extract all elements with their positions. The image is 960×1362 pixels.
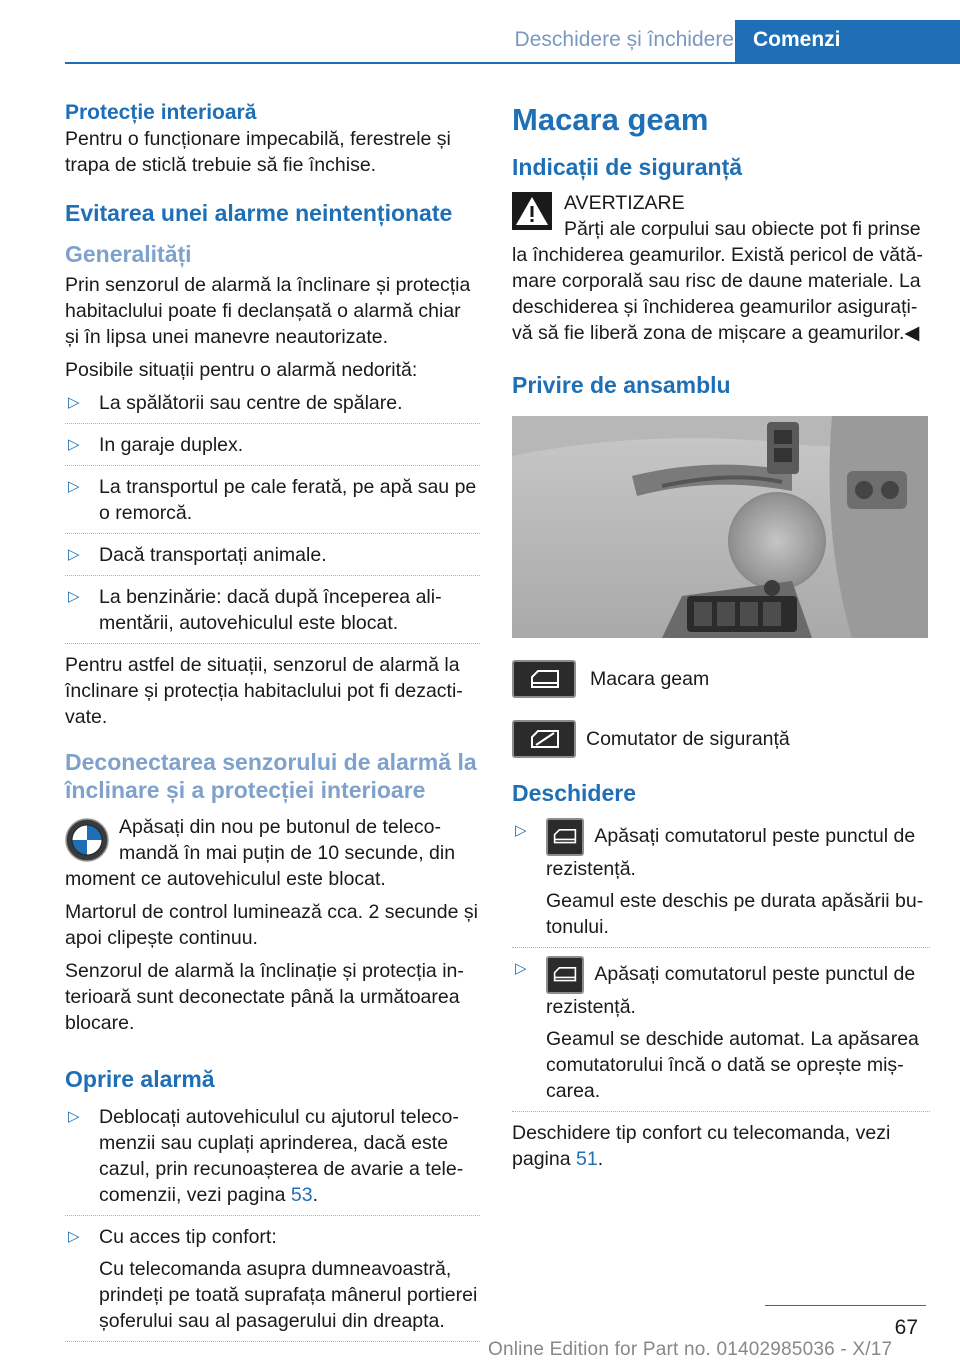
paragraph: Pentru o funcționare impecabilă, ferestrele și trapa de sticlă trebuie să fie închise. <box>65 128 451 176</box>
list-item: ▷ In garaje duplex. <box>65 432 480 466</box>
footer-edition: Online Edition for Part no. 01402985036 - X/17 <box>488 1339 893 1360</box>
list-item: ▷ Cu acces tip confort: Cu telecomanda asupra dumneavoastră, prindeți pe toată suprafața mânerul portierei șoferului sau al pasagerului din dreapta. <box>65 1224 480 1342</box>
paragraph: Pentru astfel de situații, senzorul de alarmă la înclinare și protecția habitaclului pot fi dezactivate. <box>65 654 463 728</box>
paragraph: Martorul de control luminează cca. 2 secunde și apoi clipește continuu. <box>65 901 478 949</box>
paragraph: Deschidere tip confort cu telecomanda, vezi pagina 51. <box>512 1122 891 1170</box>
warning-text: Părți ale corpului sau obiecte pot fi prinse la închiderea geamurilor. Există pericol de vătămare corporală sau risc de daune materiale. La deschiderea și închiderea geamurilor asigurați-vă să fie liberă zona de mișcare a geamurilor.◀ <box>512 218 923 344</box>
heading-opening: Deschidere <box>512 780 637 806</box>
header-section-title: Deschidere și închidere <box>514 28 734 51</box>
window-lift-icon-row <box>512 660 930 698</box>
heading-avoid-alarm: Evitarea unei alarme neintenționate <box>65 200 453 226</box>
paragraph: Posibile situații pentru o alarmă nedorită: <box>65 359 418 381</box>
heading-general: Generalități <box>65 241 192 267</box>
page-number: 67 <box>894 1316 918 1339</box>
heading-interior-protection: Protecție interioară <box>65 101 257 124</box>
header-chapter-tab: Comenzi <box>735 20 960 62</box>
list-item: ▷ La spălătorii sau centre de spălare. <box>65 390 480 424</box>
paragraph: Prin senzorul de alarmă la înclinare și protecția habitaclului poate fi declanșată o alarmă chiar și în lipsa unei manevre neautorizate. <box>65 274 471 348</box>
safety-switch-label: Comutator de siguranță <box>586 727 790 750</box>
left-column <box>65 100 480 1350</box>
page-link-53[interactable]: 53 <box>290 1184 313 1206</box>
paragraph: Senzorul de alarmă la înclinație și protecția interioară sunt deconectate până la următoarea blocare. <box>65 960 464 1034</box>
situations-list <box>65 390 480 644</box>
heading-safety-notes: Indicații de siguranță <box>512 154 743 180</box>
window-lift-button-icon <box>512 660 576 698</box>
list-item: ▷ Deblocați autovehiculul cu ajutorul telecomenzii sau cuplați aprinderea, dacă este cazul, prin recunoașterea de avarie a telecomenzii, vezi pagina 53. <box>65 1104 480 1216</box>
warning-triangle-icon <box>512 192 552 230</box>
window-lift-label: Macara geam <box>590 667 710 690</box>
page-link-51[interactable]: 51 <box>575 1148 598 1170</box>
heading-stop-alarm: Oprire alarmă <box>65 1066 215 1092</box>
footer-rule <box>765 1305 926 1306</box>
list-item: ▷ La benzinărie: dacă după începerea alimentării, autovehiculul este blocat. <box>65 584 480 644</box>
list-item: ▷ Apăsați comutatorul peste punctul de rezistență. Geamul este deschis pe durata apăsării butonului. <box>512 818 930 948</box>
list-item: ▷ Dacă transportați animale. <box>65 542 480 576</box>
door-panel-photo <box>512 416 928 638</box>
heading-overview: Privire de ansamblu <box>512 372 731 398</box>
header-rule <box>65 62 960 64</box>
opening-list <box>512 818 930 1112</box>
bmw-remote-button-icon <box>65 818 109 862</box>
heading-window-lift: Macara geam <box>512 102 709 137</box>
stop-alarm-list <box>65 1104 480 1342</box>
list-item: ▷ La transportul pe cale ferată, pe apă sau pe o remorcă. <box>65 474 480 534</box>
window-lift-inline-icon <box>546 956 584 994</box>
right-column <box>512 100 930 1179</box>
list-item: ▷ Apăsați comutatorul peste punctul de rezistență. Geamul se deschide automat. La apăsarea comutatorului încă o dată se oprește mișcarea. <box>512 956 930 1112</box>
safety-switch-icon <box>512 720 576 758</box>
safety-switch-icon-row <box>512 720 930 758</box>
window-lift-inline-icon <box>546 818 584 856</box>
warning-label: AVERTIZARE <box>564 192 685 214</box>
paragraph: Apăsați din nou pe butonul de telecomandă în mai puțin de 10 secunde, din moment ce autovehiculul este blocat. <box>65 816 456 890</box>
heading-deactivate-sensor: Deconectarea senzorului de alarmă la înclinare și a protecției interioare <box>65 749 477 803</box>
